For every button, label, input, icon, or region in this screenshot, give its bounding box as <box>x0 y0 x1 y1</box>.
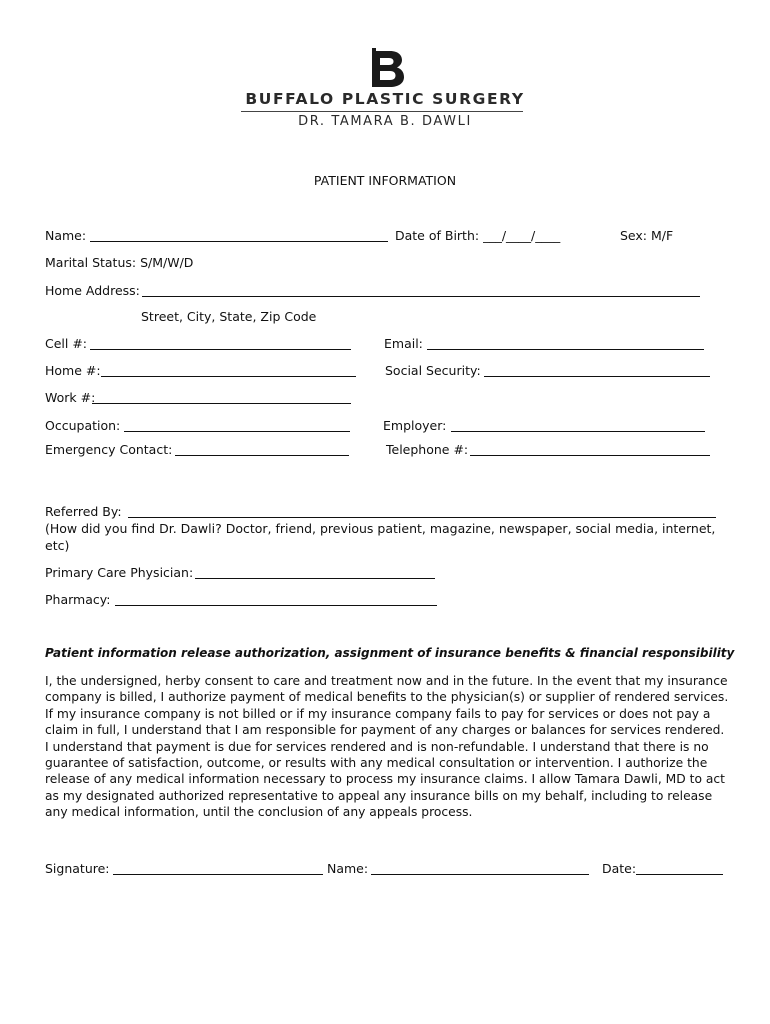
occupation-label: Occupation: <box>45 418 121 433</box>
telephone-label: Telephone #: <box>386 442 469 457</box>
practice-logo-mark <box>370 48 406 88</box>
cell-field[interactable] <box>90 349 351 350</box>
emergency-contact-field[interactable] <box>175 455 349 456</box>
logo-b-shape <box>372 48 404 87</box>
primary-care-physician-field[interactable] <box>195 578 435 579</box>
doctor-name: DR. TAMARA B. DAWLI <box>298 114 472 129</box>
pharmacy-field[interactable] <box>115 605 437 606</box>
pharmacy-label: Pharmacy: <box>45 592 111 607</box>
signature-name-label: Name: <box>327 861 369 876</box>
employer-field[interactable] <box>451 431 705 432</box>
home-address-field[interactable] <box>142 296 700 297</box>
occupation-field[interactable] <box>124 431 350 432</box>
social-security-field[interactable] <box>484 376 710 377</box>
marital-status-field[interactable]: Marital Status: S/M/W/D <box>45 255 194 270</box>
form-title: PATIENT INFORMATION <box>313 173 457 188</box>
header-divider <box>241 111 523 112</box>
signature-field[interactable] <box>113 874 323 875</box>
signature-date-field[interactable] <box>636 874 723 875</box>
work-phone-field[interactable] <box>92 403 351 404</box>
email-label: Email: <box>384 336 423 351</box>
cell-label: Cell #: <box>45 336 88 351</box>
employer-label: Employer: <box>383 418 447 433</box>
email-field[interactable] <box>427 349 704 350</box>
referred-by-label: Referred By: <box>45 504 122 519</box>
home-address-label: Home Address: <box>45 283 140 298</box>
release-authorization-heading: Patient information release authorization, assignment of insurance benefits & financial responsibility <box>45 646 735 660</box>
social-security-label: Social Security: <box>385 363 481 378</box>
work-phone-label: Work #: <box>45 390 96 405</box>
name-label: Name: <box>45 228 87 243</box>
address-hint: Street, City, State, Zip Code <box>141 309 317 324</box>
name-field[interactable] <box>90 241 388 242</box>
signature-date-label: Date: <box>602 861 637 876</box>
release-authorization-text: I, the undersigned, herby consent to care and treatment now and in the future. In the event that my insurance company is billed, I authorize payment of medical benefits to the physician(s) or supplier of rendered services. If my insurance company is not billed or if my insurance company fails to pay for services or does not pay a claim in full, I understand that I am responsible for payment of any charges or balances for services rendered. I understand that payment is due for services rendered and is non-refundable. I understand that there is no guarantee of satisfaction, outcome, or results with any medical consultation or intervention. I authorize the release of any medical information necessary to process my insurance claims. I allow Tamara Dawli, MD to act as my designated authorized representative to appeal any insurance bills on my behalf, including to release any medical information, until the conclusion of any appeals process. <box>45 674 729 820</box>
signature-name-field[interactable] <box>371 874 589 875</box>
referred-by-field[interactable] <box>128 517 716 518</box>
home-phone-field[interactable] <box>101 376 356 377</box>
dob-field[interactable]: Date of Birth: ___/____/____ <box>395 228 561 243</box>
referral-source-note: (How did you find Dr. Dawli? Doctor, friend, previous patient, magazine, newspaper, social media, internet, etc) <box>45 521 716 553</box>
emergency-contact-label: Emergency Contact: <box>45 442 173 457</box>
sex-field[interactable]: Sex: M/F <box>620 228 674 243</box>
home-phone-label: Home #: <box>45 363 101 378</box>
telephone-field[interactable] <box>470 455 710 456</box>
practice-name: BUFFALO PLASTIC SURGERY <box>245 90 525 108</box>
primary-care-physician-label: Primary Care Physician: <box>45 565 194 580</box>
signature-label: Signature: <box>45 861 110 876</box>
